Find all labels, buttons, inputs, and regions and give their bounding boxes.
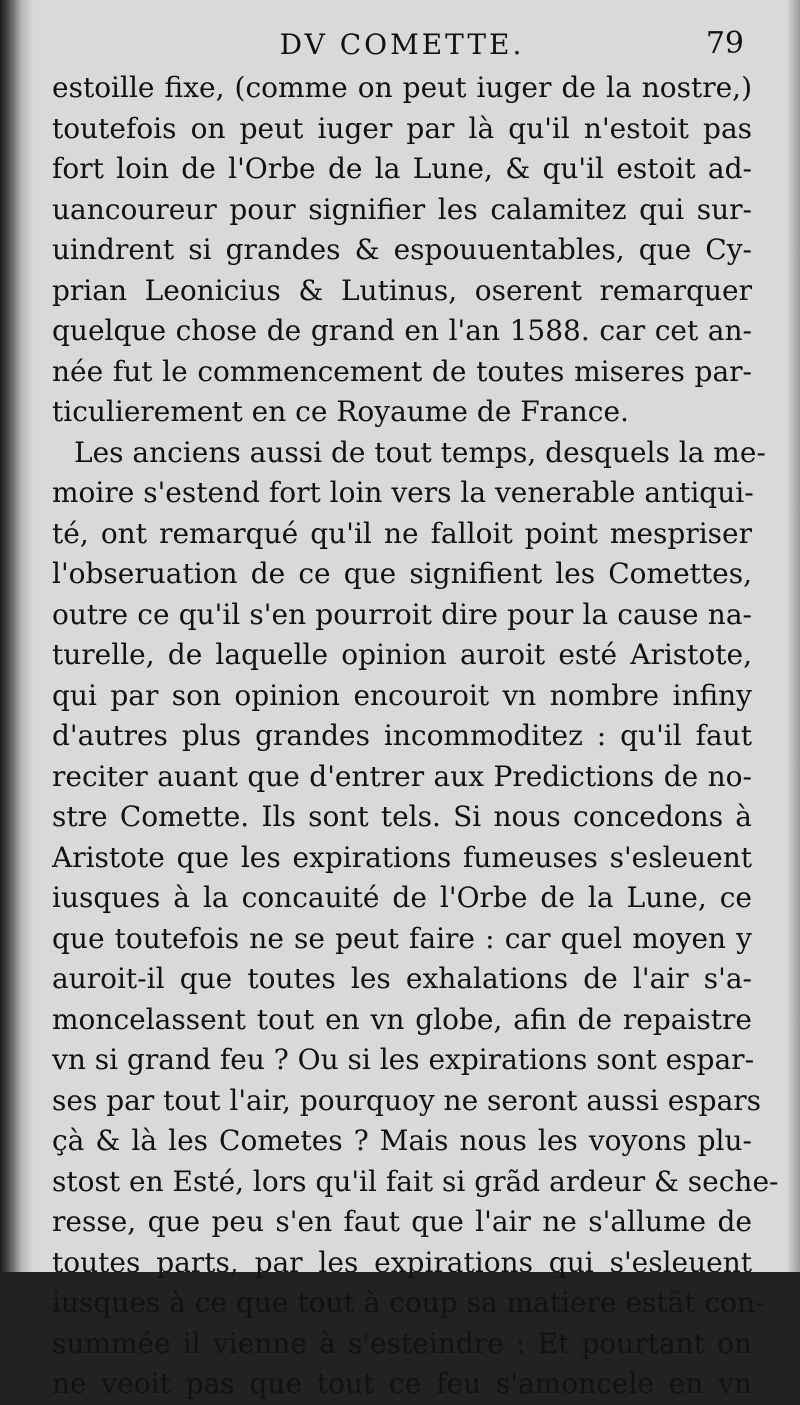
text-line: ne veoit pas que tout ce feu s'amoncele en vn [52,1367,752,1400]
text-line: d'autres plus grandes incommoditez : qu'il faut [52,719,752,752]
text-line: Aristote que les expirations fumeuses s'esleuent [52,840,752,874]
paragraph-1 [52,68,752,433]
running-title: DV COMETTE. [279,28,525,61]
text-line: prian Leonicius & Lutinus, oserent remarquer [52,273,752,307]
page-edge-shadow [786,0,800,1272]
text-line: toutes parts, par les expirations qui s'esleuent [52,1245,752,1279]
text-line: uindrent si grandes & espouuentables, que Cy- [52,233,752,266]
text-line: çà & là les Cometes ? Mais nous les voyons plu- [52,1124,752,1157]
text-line: outre ce qu'il s'en pourroit dire pour la cause na- [52,597,752,631]
text-line: té, ont remarqué qu'il ne falloit point mespriser [52,516,752,550]
text-line: iusques à la concauité de l'Orbe de la Lune, ce [52,881,752,914]
text-line: fort loin de l'Orbe de la Lune, & qu'il estoit ad- [52,152,752,185]
text-line: qui par son opinion encouroit vn nombre infiny [52,678,752,712]
text-line: turelle, de laquelle opinion auroit esté Aristote, [52,638,752,671]
text-line: ses par tout l'air, pourquoy ne seront aussi espars [52,1083,762,1117]
text-line: vn si grand feu ? Ou si les expirations sont espar- [52,1043,755,1076]
text-line: stost en Esté, lors qu'il fait si grãd ardeur & seche- [52,1164,779,1198]
text-line: uancoureur pour signifier les calamitez qui sur- [52,192,752,226]
text-line: ticulierement en ce Royaume de France. [52,395,629,428]
text-line: auroit-il que toutes les exhalations de l'air s'a- [52,962,752,995]
text-line: resse, que peu s'en faut que l'air ne s'allume de [52,1205,752,1238]
text-line: toutefois on peut iuger par là qu'il n'estoit pas [52,111,752,145]
page-body [52,22,779,1405]
text-line: stre Comette. Ils sont tels. Si nous concedons à [52,800,752,833]
running-head [52,22,752,68]
text-line: summée il vienne à s'esteindre : Et pourtant on [52,1326,752,1360]
text-line: née fut le commencement de toutes miseres par- [52,354,752,388]
text-line: moncelassent tout en vn globe, afin de repaistre [52,1002,752,1036]
book-gutter-shadow [0,0,34,1272]
text-line: quelque chose de grand en l'an 1588. car cet an- [52,314,752,347]
text-line: estoille fixe, (comme on peut iuger de la nostre,) [52,71,752,104]
text-line: moire s'estend fort loin vers la venerable antiqui- [52,476,754,509]
text-line: l'obseruation de ce que signifient les Comettes, [52,557,752,590]
paragraph-2 [52,433,779,1405]
text-line: Les anciens aussi de tout temps, desquels la me- [74,435,766,469]
page-number: 79 [705,26,744,61]
text-line: que toutefois ne se peut faire : car quel moyen y [52,921,752,955]
text-line: iusques à ce que tout à coup sa matiere estãt con- [52,1286,765,1319]
text-line: reciter auant que d'entrer aux Predictions de no- [52,759,752,793]
